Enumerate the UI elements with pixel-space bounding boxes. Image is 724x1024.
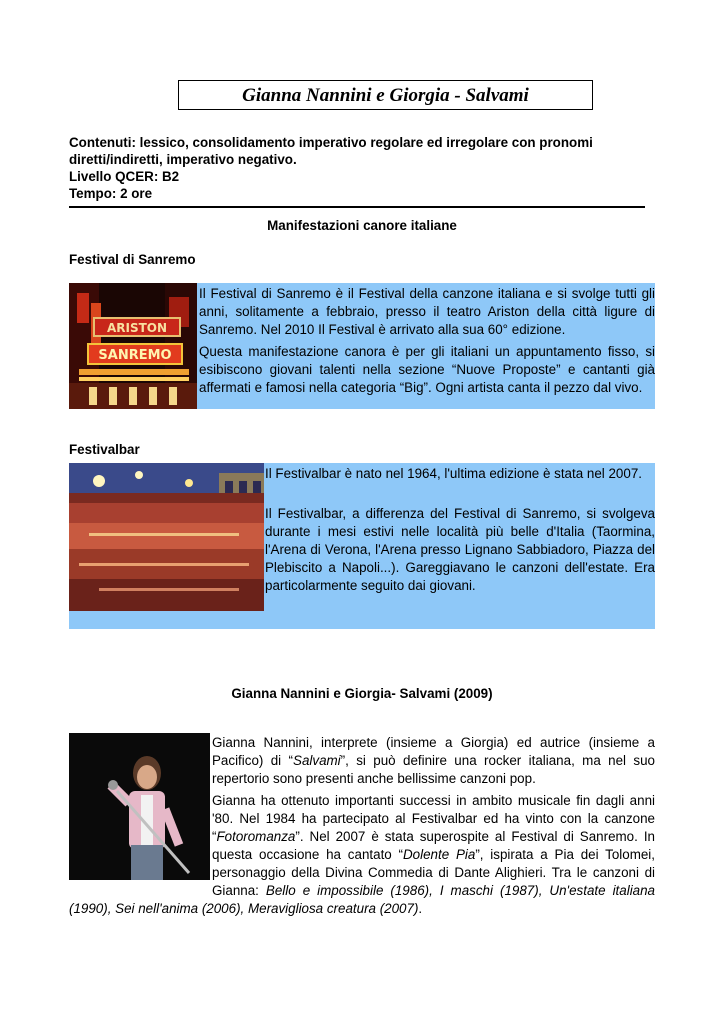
section-title: Manifestazioni canore italiane	[267, 218, 457, 233]
song-p1-title: Salvami	[293, 753, 341, 768]
sign-sanremo: SANREMO	[98, 348, 172, 363]
song-p2-song-list: Bello e impossibile (1986), I maschi (1987), Un'estate italiana (1990), Sei nell'anima (2006), Meravigliosa creatura (2007)	[69, 883, 656, 916]
meta-tempo: Tempo: 2 ore	[69, 186, 153, 201]
float-spacer	[69, 792, 212, 900]
song-heading: Gianna Nannini e Giorgia- Salvami (2009)	[231, 686, 493, 701]
sanremo-heading: Festival di Sanremo	[69, 252, 196, 267]
sanremo-paragraph-2: Questa manifestazione canora è per gli italiani un appuntamento fisso, si esibiscono giovani talenti nella sezione “Nuove Proposte” e cantanti già affermati e famosi nella categoria “Big”. Ogni artista canta il pezzo dal vivo.	[199, 344, 655, 395]
sanremo-paragraph-1: Il Festival di Sanremo è il Festival della canzone italiana e si svolge tutti gli anni, solitamente a febbraio, presso il teatro Ariston della città ligure di Sanremo. Nel 2010 Il Festival è arrivato alla sua 60° edizione.	[199, 286, 655, 337]
song-p2-dolente-pia: Dolente Pia	[403, 847, 476, 862]
song-p2-fotoromanza: Fotoromanza	[216, 829, 296, 844]
meta-contenuti: Contenuti: lessico, consolidamento imperativo regolare ed irregolare con pronomi diretti/indiretti, imperativo negativo.	[69, 135, 593, 167]
arena-verona-image	[69, 463, 264, 611]
song-p1-text-a: Gianna Nannini, interprete (insieme a Giorgia) ed autrice (insieme a Pacifico) di “	[212, 735, 655, 768]
sign-ariston: ARISTON	[106, 321, 168, 335]
song-p2-text-c: ”, ispirata a Pia dei Tolomei, personaggio della Divina Commedia di Dante Alighieri. Tra le canzoni di Gianna:	[212, 847, 655, 898]
title-box	[178, 80, 593, 110]
festivalbar-heading: Festivalbar	[69, 442, 140, 457]
document-title: Gianna Nannini e Giorgia - Salvami	[242, 85, 529, 106]
song-p2-text-a: Gianna ha ottenuto importanti successi in ambito musicale fin dagli anni '80. Nel 1984 ha partecipato al Festivalbar ed ha vinto con la canzone “	[212, 793, 655, 844]
song-paragraph-2	[69, 792, 655, 918]
song-p2-text-b: ”. Nel 2007 è stata superospite al Festival di Sanremo. In questa occasione ha cantato “	[212, 829, 655, 862]
divider	[69, 206, 645, 208]
festivalbar-paragraph-1: Il Festivalbar è nato nel 1964, l'ultima edizione è stata nel 2007.	[265, 466, 642, 481]
song-p1-text-b: ”, si può definire una rocker italiana, ma nel suo repertorio sono presenti anche bellissime canzoni pop.	[212, 753, 656, 786]
lesson-meta	[69, 134, 659, 202]
meta-livello: Livello QCER: B2	[69, 169, 180, 184]
festivalbar-paragraph-2: Il Festivalbar, a differenza del Festival di Sanremo, si svolgeva durante i mesi estivi nelle località più belle d'Italia (Taormina, l'Arena di Verona, l'Arena presso Lignano Sabbiadoro, Piazza del Plebiscito a Napoli...). Gareggiavano le canzoni dell'estate. Era particolarmente seguito dai giovani.	[265, 506, 655, 593]
ariston-theatre-image	[69, 283, 197, 409]
song-paragraph-1	[212, 734, 655, 788]
song-p2-end: .	[418, 901, 423, 916]
